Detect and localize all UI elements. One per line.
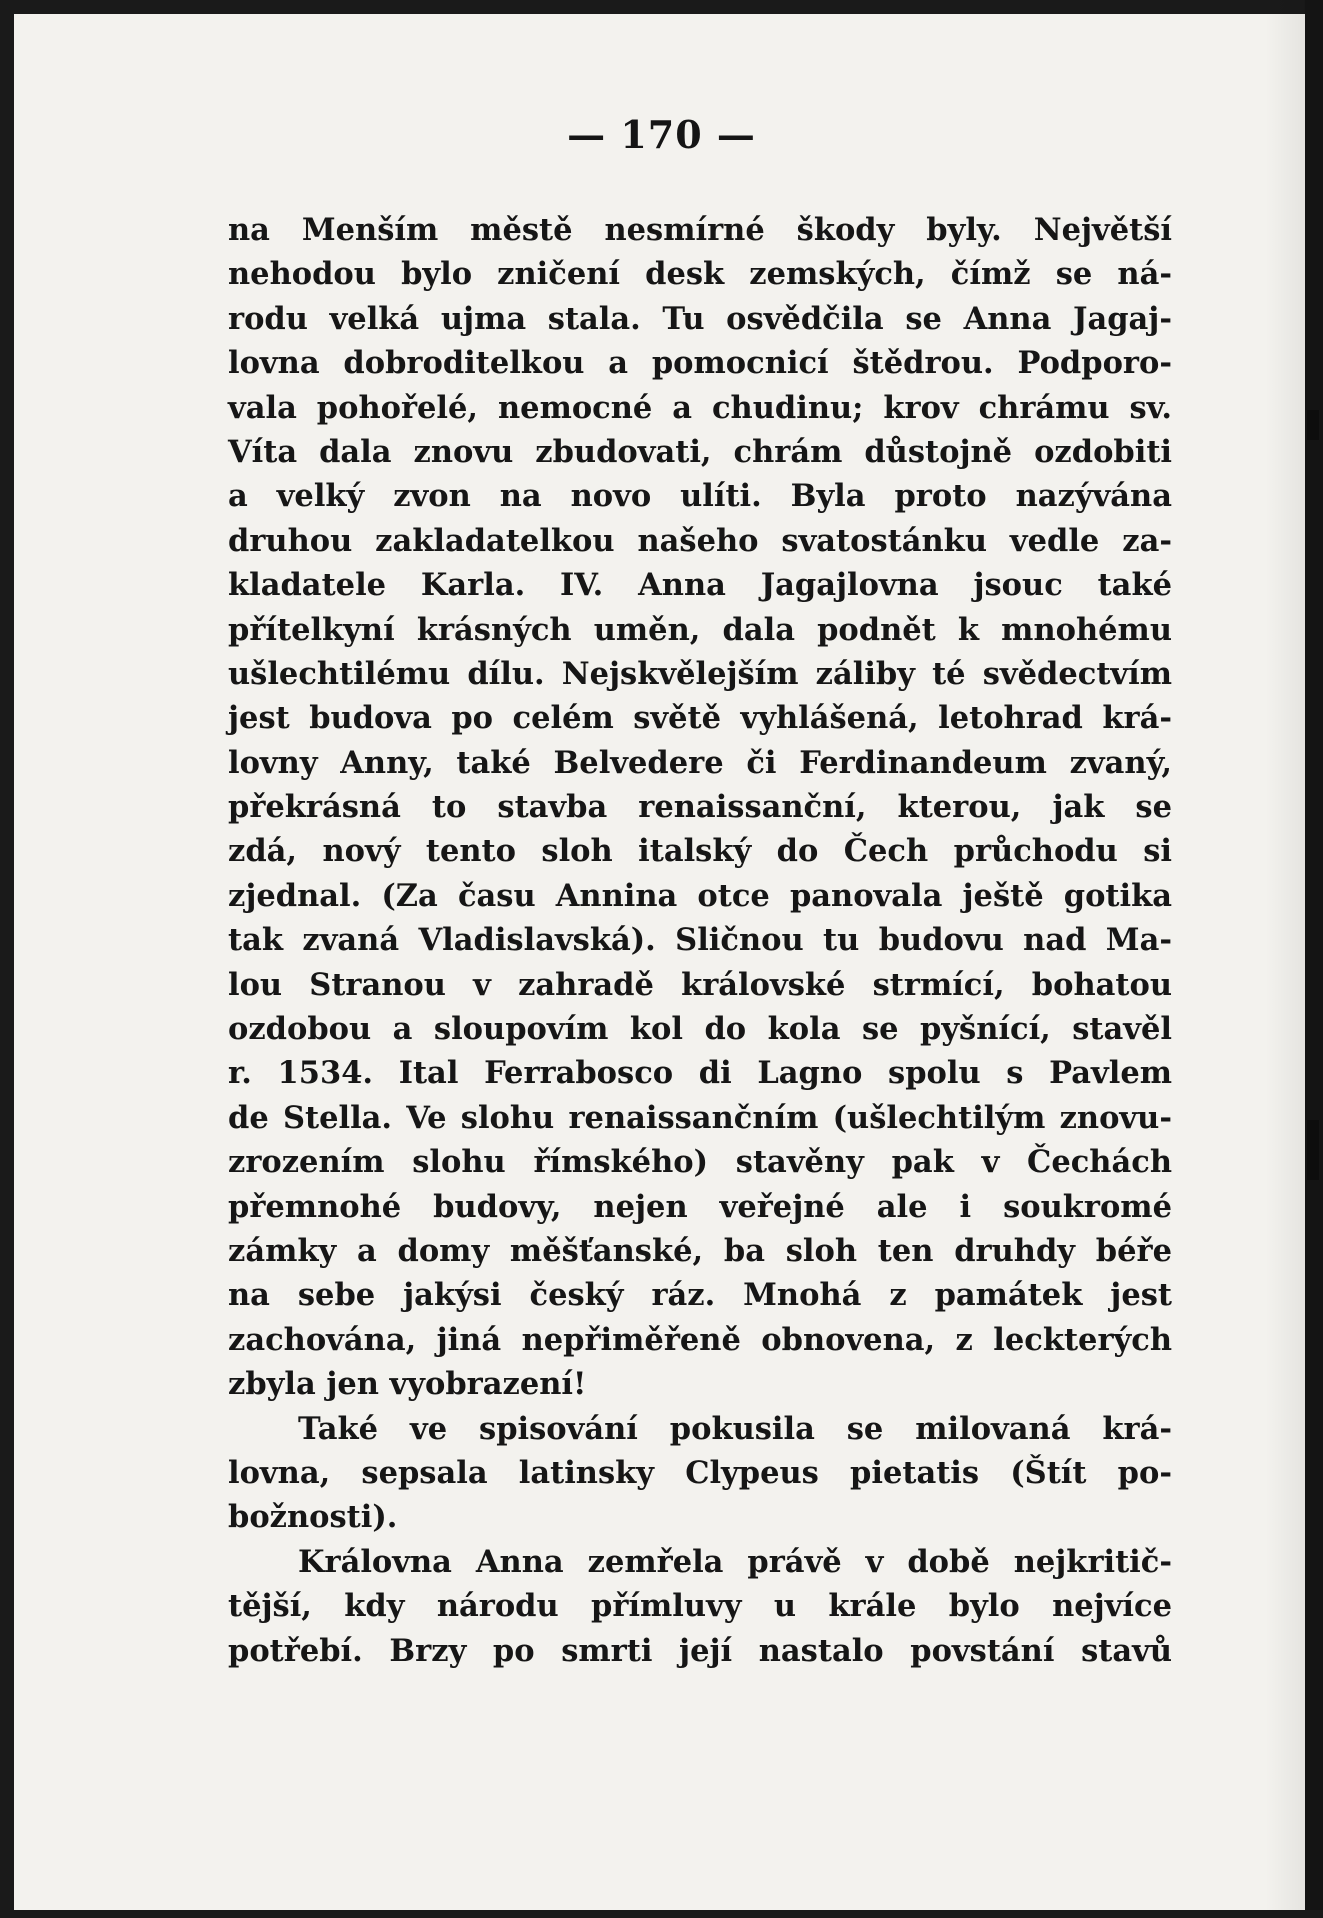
text-line: Královna Anna zemřela právě v době nejkritič- — [298, 1543, 1172, 1580]
text-line: r. 1534. Ital Ferrabosco di Lagno spolu s Pavlem — [228, 1055, 1172, 1092]
binding-mark — [1307, 1120, 1319, 1180]
text-line: na sebe jakýsi český ráz. Mnohá z památek jest — [228, 1277, 1172, 1314]
text-line: potřebí. Brzy po smrti její nastalo povstání stavů — [228, 1632, 1172, 1669]
text-line: lou Stranou v zahradě královské strmící, bohatou — [228, 966, 1172, 1003]
scan-edge-right — [1305, 0, 1323, 1918]
text-line: zbyla jen vyobrazení! — [228, 1366, 587, 1403]
text-line: lovny Anny, také Belvedere či Ferdinandeum zvaný, — [228, 744, 1172, 781]
text-line: kladatele Karla. IV. Anna Jagajlovna jsouc také — [228, 567, 1172, 604]
text-line: zjednal. (Za času Annina otce panovala ještě gotika — [228, 877, 1172, 914]
text-line: zrozením slohu římského) stavěny pak v Čechách — [228, 1144, 1172, 1181]
text-line: zachována, jiná nepřiměřeně obnovena, z leckterých — [228, 1321, 1172, 1358]
text-line: tak zvaná Vladislavská). Sličnou tu budovu nad Ma- — [228, 922, 1172, 959]
text-line: tější, kdy národu přímluvy u krále bylo nejvíce — [228, 1588, 1172, 1625]
text-line: překrásná to stavba renaissanční, kterou, jak se — [228, 789, 1172, 826]
scan-edge-top — [0, 0, 1323, 14]
text-line: zámky a domy měšťanské, ba sloh ten druhdy béře — [228, 1232, 1172, 1269]
text-line: vala pohořelé, nemocné a chudinu; krov chrámu sv. — [228, 389, 1172, 426]
text-line: rodu velká ujma stala. Tu osvědčila se Anna Jagaj- — [228, 300, 1172, 337]
text-line: božnosti). — [228, 1499, 398, 1536]
body-text — [228, 208, 1172, 1673]
page-number: — 170 — — [567, 112, 756, 157]
text-line: přemnohé budovy, nejen veřejné ale i soukromé — [228, 1188, 1172, 1225]
text-line: zdá, nový tento sloh italský do Čech průchodu si — [228, 833, 1172, 870]
text-line: lovna dobroditelkou a pomocnicí štědrou. Podporo- — [228, 345, 1172, 382]
text-line: Víta dala znovu zbudovati, chrám důstojně ozdobiti — [228, 433, 1172, 470]
text-line: na Menším městě nesmírné škody byly. Největší — [228, 212, 1172, 248]
text-line: druhou zakladatelkou našeho svatostánku vedle za- — [228, 522, 1172, 559]
binding-mark — [1307, 410, 1319, 440]
text-line: nehodou bylo zničení desk zemských, čímž se ná- — [228, 256, 1172, 293]
text-line: ozdobou a sloupovím kol do kola se pyšnící, stavěl — [228, 1011, 1172, 1048]
text-line: Také ve spisování pokusila se milovaná krá- — [298, 1410, 1172, 1447]
text-line: jest budova po celém světě vyhlášená, letohrad krá- — [228, 700, 1172, 737]
scan-edge-bottom — [0, 1910, 1323, 1918]
scan-edge-left — [0, 0, 14, 1918]
text-line: přítelkyní krásných uměn, dala podnět k mnohému — [228, 611, 1172, 648]
text-line: de Stella. Ve slohu renaissančním (ušlechtilým znovu- — [228, 1099, 1172, 1136]
text-line: a velký zvon na novo ulíti. Byla proto nazývána — [228, 478, 1172, 515]
page-fold-shadow — [1265, 0, 1305, 1918]
text-line: ušlechtilému dílu. Nejskvělejším záliby té svědectvím — [228, 655, 1172, 692]
text-line: lovna, sepsala latinsky Clypeus pietatis (Štít po- — [228, 1454, 1172, 1491]
